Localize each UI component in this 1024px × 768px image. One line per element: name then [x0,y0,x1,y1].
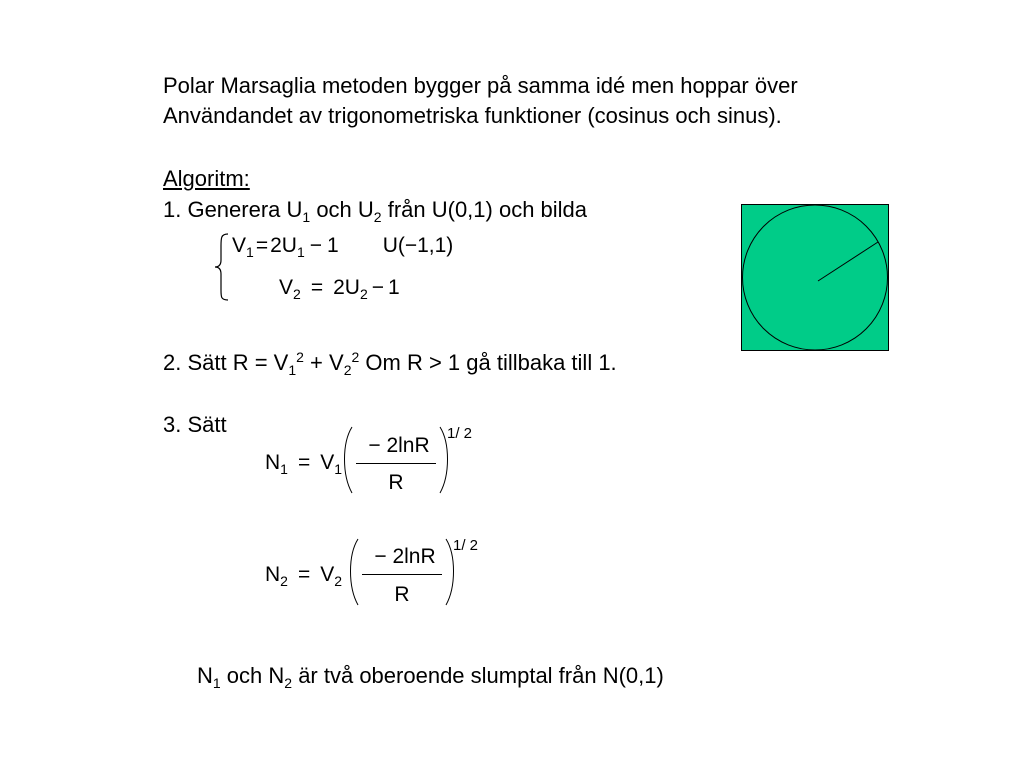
n2-numerator: − 2lnR [374,545,436,568]
n1-op: = [297,451,311,474]
eq2-minus: − [371,276,384,299]
n2-op: = [297,563,311,586]
eq2-rhs: 2U [333,276,360,299]
algorithm-heading: Algoritm: [163,166,250,191]
step-1-suffix: från U(0,1) och bilda [381,197,588,222]
step-1-sub-2: 2 [373,209,382,225]
n1-v-sub: 1 [334,461,343,477]
step-2-v2-sub: 2 [343,362,352,378]
n1-v: V [320,451,335,474]
n1-lhs [265,451,342,475]
unit-circle-figure [741,204,889,351]
n2-exponent: 1/ 2 [453,537,479,554]
eq1-lhs: V [232,234,247,257]
n1-symbol: N [265,451,281,474]
step-1-prefix: 1. Generera U [163,197,303,222]
eq2-lhs-sub: 2 [293,286,301,302]
eq1-rhs-sub: 1 [296,244,305,260]
unit-circle-svg [741,204,889,351]
intro-line-1: Polar Marsaglia metoden bygger på samma idé men hoppar över [163,73,798,98]
n1-sub: 1 [280,461,288,477]
step-2-v1-sub: 1 [288,362,297,378]
step-2-v1-sup: 2 [296,349,304,365]
step-1-sub-1: 1 [302,209,311,225]
eq2-rhs-sub: 2 [359,286,368,302]
system-brace [212,232,232,302]
conclusion-suffix: är två oberoende slumptal från N(0,1) [292,663,664,688]
step-2-v2-sup: 2 [351,349,360,365]
step-2 [163,350,617,376]
n2-lhs [265,563,342,587]
intro-line-2: Användandet av trigonometriska funktioner (cosinus och sinus). [163,103,782,128]
eq1-one: 1 [327,234,339,257]
system-equation-2 [279,276,400,300]
n1-fraction-line [356,463,436,464]
conclusion [197,663,664,689]
n1-exponent: 1/ 2 [447,425,473,442]
eq2-one: 1 [388,276,400,299]
eq1-minus: − [309,234,322,257]
n1-denominator: R [388,471,404,494]
conclusion-mid: och N [220,663,285,688]
system-equation-1 [232,234,453,258]
n2-symbol: N [265,563,281,586]
conclusion-n2-sub: 2 [284,675,293,691]
n2-v: V [320,563,335,586]
n1-numerator: − 2lnR [368,434,430,457]
eq1-lhs-sub: 1 [246,244,254,260]
conclusion-n1: N [197,663,213,688]
step-2-plus: + V [303,350,344,375]
eq2-lhs: V [279,276,294,299]
step-2-suffix: Om R > 1 gå tillbaka till 1. [359,350,617,375]
n2-denominator: R [394,583,410,606]
eq1-rhs: 2U [270,234,297,257]
eq1-distribution: U(−1,1) [382,234,454,257]
eq2-op: = [310,276,324,299]
conclusion-n1-sub: 1 [212,675,221,691]
n2-sub: 2 [280,573,288,589]
n2-v-sub: 2 [334,573,343,589]
step-3-label: 3. Sätt [163,412,227,437]
eq1-op: = [255,234,269,257]
step-1 [163,197,587,223]
step-1-mid: och U [310,197,374,222]
step-2-prefix: 2. Sätt R = V [163,350,289,375]
n2-fraction-line [362,574,442,575]
